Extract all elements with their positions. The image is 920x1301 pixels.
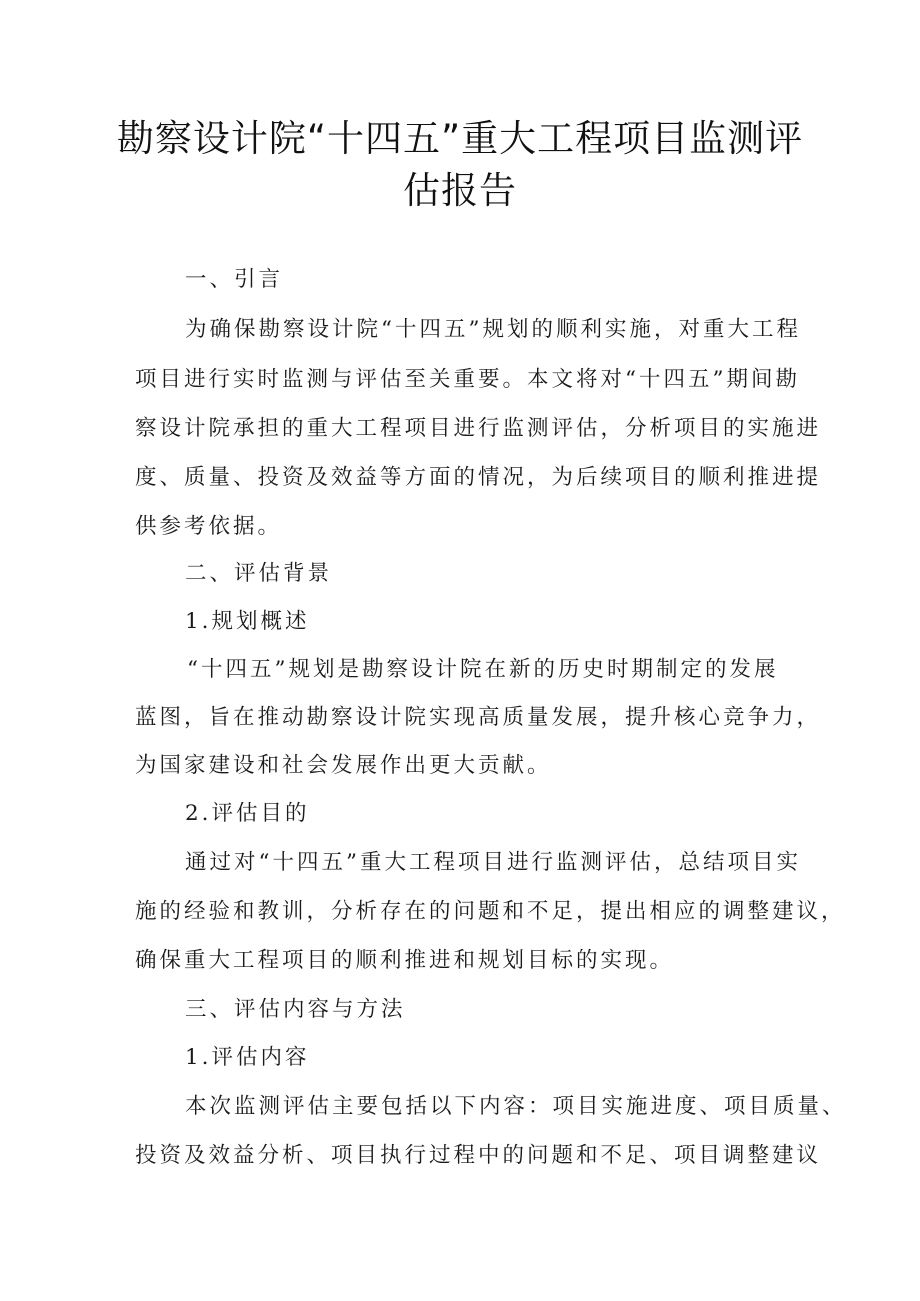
paragraph-line: 为确保勘察设计院“十四五”规划的顺利实施，对重大工程 xyxy=(185,317,801,342)
subsection-heading-evaluation-purpose: 2.评估目的 xyxy=(185,801,310,826)
paragraph-line: 确保重大工程项目的顺利推进和规划目标的实现。 xyxy=(135,948,675,973)
paragraph-line: 本次监测评估主要包括以下内容：项目实施进度、项目质量、 xyxy=(185,1094,847,1119)
section-heading-background: 二、评估背景 xyxy=(185,561,333,586)
document-title-line-2: 估报告 xyxy=(403,169,517,212)
paragraph-line: 察设计院承担的重大工程项目进行监测评估，分析项目的实施进 xyxy=(135,416,822,441)
paragraph-line: 通过对“十四五”重大工程项目进行监测评估，总结项目实 xyxy=(185,850,801,875)
section-heading-content-and-method: 三、评估内容与方法 xyxy=(185,997,406,1022)
paragraph-line: 投资及效益分析、项目执行过程中的问题和不足、项目调整建议 xyxy=(135,1143,822,1168)
paragraph-line: 度、质量、投资及效益等方面的情况，为后续项目的顺利推进提 xyxy=(135,465,822,490)
paragraph-line: 蓝图，旨在推动勘察设计院实现高质量发展，提升核心竞争力， xyxy=(135,705,822,730)
paragraph-line: 为国家建设和社会发展作出更大贡献。 xyxy=(135,753,552,778)
section-heading-introduction: 一、引言 xyxy=(185,267,284,292)
subsection-heading-evaluation-content: 1.评估内容 xyxy=(185,1045,310,1070)
paragraph-line: 施的经验和教训，分析存在的问题和不足，提出相应的调整建议， xyxy=(135,899,846,924)
paragraph-line: 项目进行实时监测与评估至关重要。本文将对“十四五”期间勘 xyxy=(135,367,800,392)
paragraph-line: 供参考依据。 xyxy=(135,514,283,539)
paragraph-line: “十四五”规划是勘察设计院在新的历史时期制定的发展 xyxy=(187,657,779,682)
document-title-line-1: 勘察设计院“十四五”重大工程项目监测评 xyxy=(116,117,804,160)
subsection-heading-plan-overview: 1.规划概述 xyxy=(185,609,310,634)
